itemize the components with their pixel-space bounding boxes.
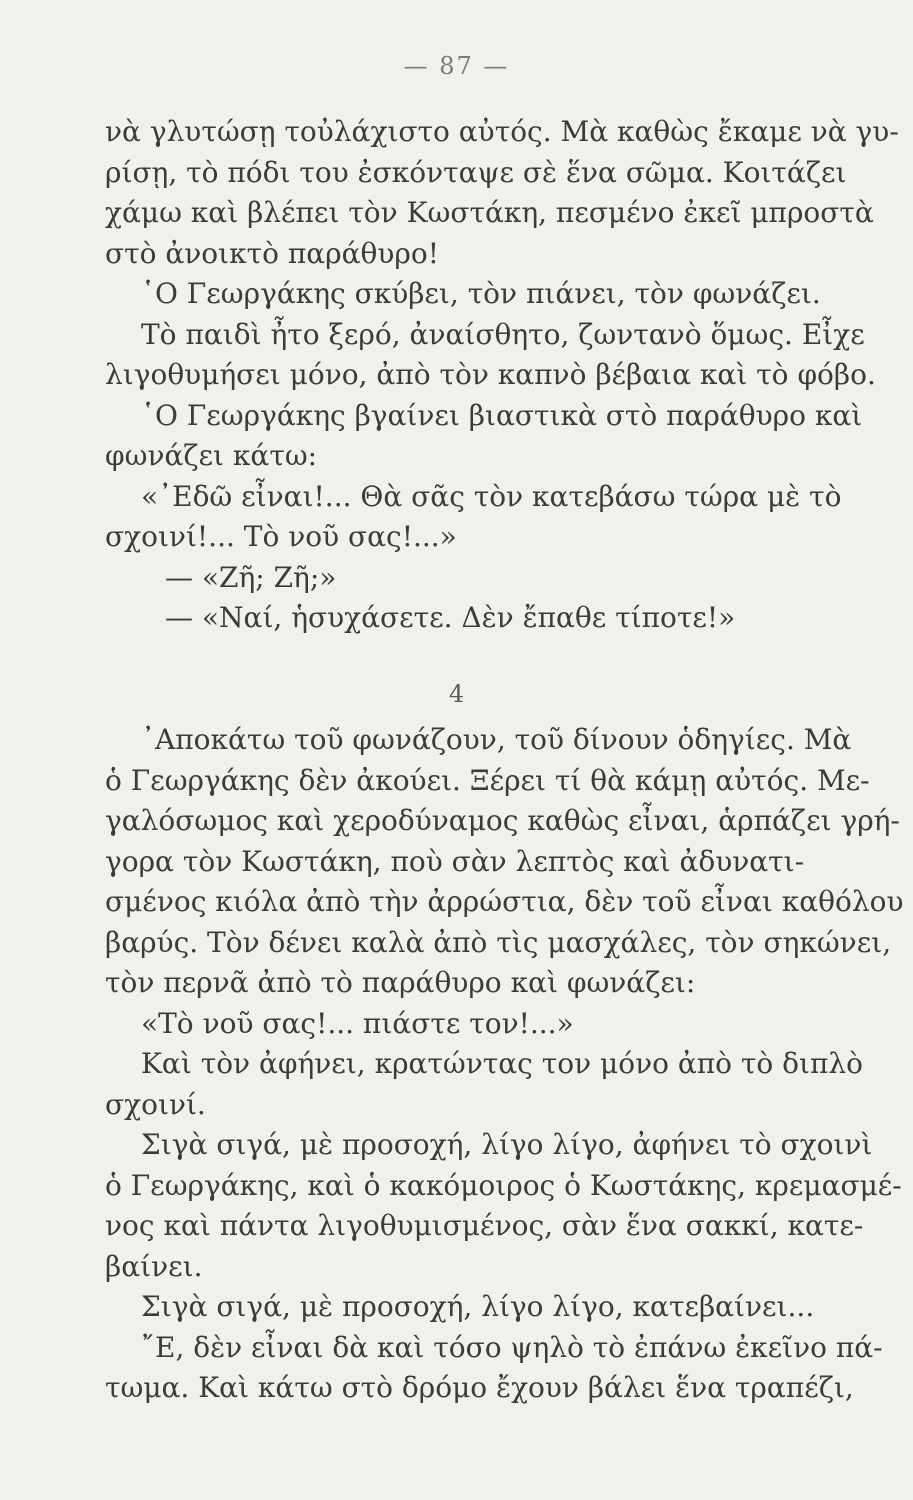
text-line: ὁ Γεωργάκης, καὶ ὁ κακόμοιρος ὁ Κωστάκης, κρεμασμέ- [105, 1168, 902, 1202]
text-line: ῾Ο Γεωργάκης σκύβει, τὸν πιάνει, τὸν φωνάζει. [141, 277, 821, 310]
text-line: Τὸ παιδὶ ἦτο ξερό, ἀναίσθητο, ζωντανὸ ὅμως. Εἶχε [141, 317, 865, 351]
text-line: σχοινί. [105, 1087, 206, 1121]
text-line: νὰ γλυτώσῃ τοὐλάχιστο αὐτός. Μὰ καθὼς ἔκαμε νὰ γυ- [105, 115, 899, 148]
text-line: — «Ζῆ; Ζῆ;» [165, 560, 337, 594]
text-line: — «Ναί, ἡσυχάσετε. Δὲν ἔπαθε τίποτε!» [165, 601, 736, 634]
text-line: γαλόσωμος καὶ χεροδύναμος καθὼς εἶναι, ἁρπάζει γρή- [105, 804, 900, 837]
text-line: σχοινί!... Τὸ νοῦ σας!...» [105, 520, 457, 553]
text-line: τωμα. Καὶ κάτω στὸ δρόμο ἔχουν βάλει ἕνα τραπέζι, [105, 1371, 854, 1404]
text-line: Σιγὰ σιγά, μὲ προσοχή, λίγο λίγο, κατεβαίνει... [141, 1290, 815, 1323]
text-line: βαίνει. [105, 1249, 203, 1283]
text-block-top [105, 112, 899, 639]
text-line: τὸν περνᾶ ἀπὸ τὸ παράθυρο καὶ φωνάζει: [105, 966, 696, 999]
text-line: σμένος κιόλα ἀπὸ τὴν ἀρρώστια, δὲν τοῦ εἶναι καθόλου [105, 885, 904, 918]
text-line: «᾿Εδῶ εἶναι!... Θὰ σᾶς τὸν κατεβάσω τώρα μὲ τὸ [141, 479, 842, 513]
text-line: Σιγὰ σιγά, μὲ προσοχή, λίγο λίγο, ἀφήνει τὸ σχοινὶ [141, 1128, 873, 1161]
text-line: ῾Ο Γεωργάκης βγαίνει βιαστικὰ στὸ παράθυρο καὶ [141, 398, 863, 432]
text-line: ὁ Γεωργάκης δὲν ἀκούει. Ξέρει τί θὰ κάμῃ αὐτός. Με- [105, 763, 870, 797]
text-line: ρίσῃ, τὸ πόδι του ἐσκόνταψε σὲ ἕνα σῶμα. Κοιτάζει [105, 155, 847, 189]
text-line: νος καὶ πάντα λιγοθυμισμένος, σὰν ἕνα σακκί, κατε- [105, 1209, 864, 1242]
text-line: ᾿Αποκάτω τοῦ φωνάζουν, τοῦ δίνουν ὁδηγίες. Μὰ [141, 723, 852, 756]
text-line: Καὶ τὸν ἀφήνει, κρατώντας τον μόνο ἀπὸ τὸ διπλὸ [141, 1047, 864, 1080]
text-line: γορα τὸν Κωστάκη, ποὺ σὰν λεπτὸς καὶ ἀδυνατι- [105, 844, 805, 878]
text-line: φωνάζει κάτω: [105, 439, 318, 472]
text-line: στὸ ἀνοικτὸ παράθυρο! [105, 236, 440, 270]
text-line: «Τὸ νοῦ σας!... πιάστε τον!...» [141, 1006, 574, 1040]
text-line: λιγοθυμήσει μόνο, ἀπὸ τὸν καπνὸ βέβαια καὶ τὸ φόβο. [105, 358, 876, 391]
page-number: — 87 — [403, 52, 510, 80]
text-line: ῎Ε, δὲν εἶναι δὰ καὶ τόσο ψηλὸ τὸ ἐπάνω ἐκεῖνο πά- [141, 1330, 883, 1364]
text-line: βαρύς. Τὸν δένει καλὰ ἀπὸ τὶς μασχάλες, τὸν σηκώνει, [105, 925, 892, 959]
text-line: χάμω καὶ βλέπει τὸν Κωστάκη, πεσμένο ἐκεῖ μπροστὰ [105, 196, 874, 229]
section-number: 4 [448, 680, 465, 708]
text-block-bottom [105, 720, 904, 1409]
